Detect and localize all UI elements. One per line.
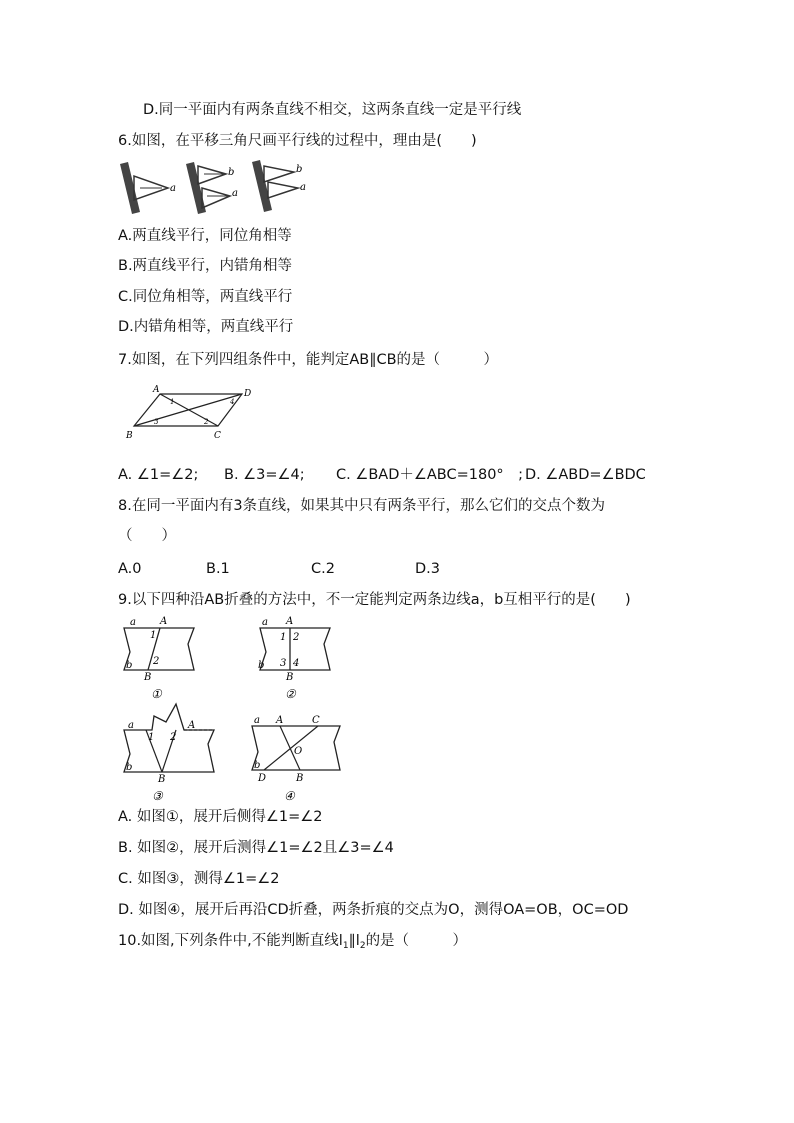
label-3: 3 bbox=[154, 418, 159, 426]
label-b: b bbox=[126, 762, 133, 773]
label-1: 1 bbox=[150, 630, 157, 641]
label-2: 2 bbox=[293, 632, 300, 643]
label-D: D bbox=[244, 389, 252, 399]
label-O: O bbox=[294, 746, 303, 757]
q9-stem: 9.以下四种沿AB折叠的方法中，不一定能判定两条边线a，b互相平行的是( ) bbox=[118, 592, 631, 608]
label-4: 4 bbox=[230, 398, 235, 406]
q9-figure-1 bbox=[118, 612, 208, 704]
q8-option-c: C.2 bbox=[311, 561, 335, 577]
q6-figure bbox=[118, 158, 318, 216]
q6-option-c: C.同位角相等，两直线平行 bbox=[118, 289, 293, 305]
q10-stem bbox=[118, 931, 467, 953]
label-a: a bbox=[262, 617, 268, 628]
diagonal-bd bbox=[134, 394, 242, 426]
label-A: A bbox=[286, 616, 294, 627]
label-B: B bbox=[286, 672, 294, 683]
label-2: 2 bbox=[170, 732, 177, 743]
triangle-shape bbox=[264, 166, 294, 182]
label-a: a bbox=[170, 183, 176, 194]
caption-3: ③ bbox=[152, 789, 163, 803]
label-B: B bbox=[296, 773, 304, 784]
caption-1: ① bbox=[151, 687, 162, 701]
q6-option-d: D.内错角相等，两直线平行 bbox=[118, 319, 294, 335]
q10-sub2: 2 bbox=[359, 941, 366, 951]
label-a: a bbox=[300, 182, 306, 193]
triangle-shape bbox=[202, 188, 230, 208]
q6-option-a: A.两直线平行，同位角相等 bbox=[118, 228, 292, 244]
q9-option-c: C. 如图③，测得∠1=∠2 bbox=[118, 871, 280, 887]
q6-stem: 6.如图，在平移三角尺画平行线的过程中，理由是( ) bbox=[118, 133, 477, 149]
q10-stem-mid: ∥l bbox=[348, 933, 360, 949]
triangle-shape bbox=[198, 166, 226, 184]
q9-figure-2 bbox=[250, 612, 340, 704]
q7-option-a: A. ∠1=∠2; bbox=[118, 467, 199, 483]
label-B: B bbox=[126, 431, 133, 441]
label-a: a bbox=[128, 720, 134, 731]
caption-4: ④ bbox=[284, 789, 295, 803]
q7-option-d: D. ∠ABD=∠BDC bbox=[525, 467, 646, 483]
label-4: 4 bbox=[293, 658, 300, 669]
label-C: C bbox=[214, 431, 221, 441]
label-1: 1 bbox=[148, 732, 155, 743]
q7-option-c: C. ∠BAD＋∠ABC=180° ; bbox=[336, 467, 524, 483]
q6-option-b: B.两直线平行，内错角相等 bbox=[118, 258, 293, 274]
label-B: B bbox=[158, 774, 166, 785]
q9-figure-4 bbox=[246, 710, 346, 806]
ruler-shape bbox=[252, 160, 272, 212]
label-b: b bbox=[228, 167, 235, 178]
q10-sub1: 1 bbox=[342, 941, 349, 951]
label-b: b bbox=[126, 660, 133, 671]
label-a: a bbox=[232, 188, 238, 199]
q9-figure-3 bbox=[118, 700, 218, 806]
q7-stem: 7.如图，在下列四组条件中，能判定AB∥CB的是（ ） bbox=[118, 352, 499, 368]
label-b: b bbox=[296, 164, 303, 175]
q8-option-b: B.1 bbox=[206, 561, 230, 577]
label-A: A bbox=[188, 720, 196, 731]
q7-option-b: B. ∠3=∠4; bbox=[224, 467, 305, 483]
triangle-shape bbox=[268, 182, 298, 198]
label-D: D bbox=[258, 773, 267, 784]
label-1: 1 bbox=[170, 398, 175, 406]
label-C: C bbox=[312, 715, 320, 726]
label-a: a bbox=[254, 715, 260, 726]
label-A: A bbox=[276, 715, 284, 726]
ruler-shape bbox=[120, 162, 140, 214]
caption-2: ② bbox=[285, 687, 296, 701]
q8-stem: 8.在同一平面内有3条直线，如果其中只有两条平行，那么它们的交点个数为 bbox=[118, 498, 606, 514]
label-2: 2 bbox=[153, 656, 160, 667]
q10-stem-after: 的是（ ） bbox=[365, 933, 468, 949]
q7-figure bbox=[118, 382, 258, 452]
q10-stem-before: 10.如图,下列条件中,不能判断直线l bbox=[118, 933, 343, 949]
q9-option-b: B. 如图②，展开后测得∠1=∠2且∠3=∠4 bbox=[118, 840, 394, 856]
q8-option-d: D.3 bbox=[415, 561, 440, 577]
q9-option-d: D. 如图④，展开后再沿CD折叠，两条折痕的交点为O，测得OA=OB，OC=OD bbox=[118, 902, 629, 918]
q8-option-a: A.0 bbox=[118, 561, 142, 577]
q5-option-d: D.同一平面内有两条直线不相交，这两条直线一定是平行线 bbox=[143, 102, 522, 118]
label-1: 1 bbox=[280, 632, 287, 643]
label-A: A bbox=[153, 385, 160, 395]
label-2: 2 bbox=[204, 418, 209, 426]
label-b: b bbox=[258, 660, 265, 671]
fold-line-cd bbox=[264, 726, 318, 770]
label-A: A bbox=[160, 616, 168, 627]
q9-option-a: A. 如图①，展开后侧得∠1=∠2 bbox=[118, 809, 323, 825]
label-b: b bbox=[254, 760, 261, 771]
label-a: a bbox=[130, 617, 136, 628]
q8-paren: （ ） bbox=[118, 528, 176, 544]
label-B: B bbox=[144, 672, 152, 683]
label-3: 3 bbox=[280, 658, 287, 669]
